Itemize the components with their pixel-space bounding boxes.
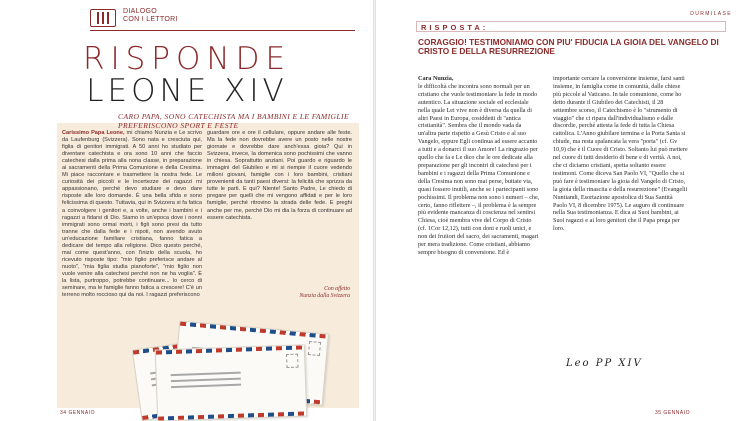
page-title-line-2: LEONE XIV [86, 73, 288, 109]
rubric-line-2: CON I LETTORI [123, 16, 178, 23]
pope-signature: Leo PP XIV [566, 358, 643, 369]
masthead: DURMILASE [690, 11, 732, 17]
signoff-line-1: Con affetto [324, 286, 350, 292]
left-page [0, 0, 374, 421]
page-number-right: 35 GENNAIO [654, 410, 690, 416]
letter-column-2 [207, 130, 352, 270]
letter-body-1: mi chiamo Nunzia e Le scrivo da Laufenburg (Svizzera). Sono nata e cresciuta qui, figlia di genitori immigrati. A 50 anni ho studiato per diventare catechista e ora sono 10 anni che faccio catechesi dalla prima alla nona classe, in preparazione ai sacramenti della Prima Comunione e della Cresima. Mi piace raccontare e trasmettere la nostra fede. Le curiosità dei piccoli e le incertezze dei ragazzi mi appassionano, perché devo studiare e devo dare risposte alle loro domande. È una bella sfida e sono felicissima di questo. Tuttavia, qui in Svizzera si fa fatica a coinvolgere i genitori e, a volte, anche i bambini e i ragazzi a fidarsi di Dio. Siamo in un'epoca dove i nonni immigrati sono ormai morti, i figli sono presi da tutto tranne che dalla fede e i nipoti, non avendo avuto un'educazione familiare cristiana, fanno fatica a dedicare del tempo alla religione. Dico questo perché, mai come quest'anno, con l'inizio della scuola, ho ricevuto risposte tipo: "mio figlio preferisce andare al nuoto", "mia figlia studia pianoforte", "mio figlio non vuole venire alla catechesi perché non ne ha voglia". È la lista, purtroppo, potrebbe continuare... lo cerco di seminare, ma le famiglie fanno fatica a crescere! C'è un terreno molto roccioso qui da noi. I ragazzi preferiscono [62, 130, 202, 299]
letter-subtitle: CARO PAPA, SONO CATECHISTA MA I BAMBINI E LE FAMIGLIE PREFERISCONO SPORT E FESTE [118, 112, 349, 130]
response-salutation: Cara Nunzia, [418, 75, 454, 82]
letter-greeting: Carissimo Papa Leone, [62, 130, 125, 136]
response-column-2 [553, 75, 688, 340]
section-label: RISPOSTA: [421, 23, 489, 32]
envelope-image [155, 344, 307, 421]
page-number-left: 34 GENNAIO [60, 410, 96, 416]
rubric-divider [90, 30, 355, 31]
response-headline: CORAGGIO! TESTIMONIAMO CON PIU' FIDUCIA LA GIOIA DEL VANGELO DI CRISTO E DELLA RESURREZIONE [418, 37, 719, 57]
section-label-box [416, 21, 726, 32]
response-body-2: importante cercare la conversione insieme, farsi santi insieme, in famiglia come in comunità, dalle chiese più piccole al Vaticano. In tale comunione, come ho detto durante il Giubileo dei Catechisti, il 28 settembre scorso, il Catechismo è lo "strumento di viaggio" che ci ripara dall'individualismo e dalle discordie, perché attesta la fede di tutta la Chiesa cattolica. L'Anno giubilare termina e la Porta Santa si chiude, ma resta spalancata la vera "porta" (cf. Gv 10,9) che è il Cuore di Cristo. Soltanto lui può mettere nel cuore di tutti desiderio di bene e di verità. A noi, che ci diciamo cristiani, spetta soltanto essere testimoni. Come diceva San Paolo VI, "Quello che si può fare è testimoniare la gioia del Vangelo di Cristo, la gioia della rinascita e della resurrezione" (Evangelii Nuntiandi, Esortazione apostolica di Sua Santità Paolo VI, 8 dicembre 1975). Le auguro di continuare nella Sua testimonianza. E dica ai Suoi bambini, ai Suoi ragazzi e ai loro genitori che il Papa prega per loro. [553, 75, 688, 233]
letter-body-2: guardare ore e ore il cellulare, oppure andare alle feste. Ma la fede non dovrebbe avere un posto nelle nostre giornate e dovrebbe dare anch'essa gioia? Qui in Svizzera, invece, la domenica sono pochissimi che vanno in chiesa. Soprattutto anziani. Poi guardo e riguardo le immagini del Giubileo e mi si riempie il cuore vedendo milioni giovani, famiglie con i loro bambini, cristiani provenienti da tanti paesi diversi: la felicità che sprizza da tutte le parti. E qui? Niente! Santo Padre, Le chiedo di pregare per quelli che mi vengono affidati e per le loro famiglie, perché ritrovino la strada delle fede. E preghi anche per me, perché Dio mi dia la forza di continuare ad essere catechista. [207, 130, 352, 221]
rubric-logo-icon [90, 9, 116, 27]
rubric-line-1: DIALOGO [123, 8, 157, 15]
response-column-1 [418, 75, 540, 395]
signoff-line-2: Nunzia dalla Svizzera [299, 293, 350, 299]
page-title-line-1: RISPONDE [82, 41, 292, 77]
letter-signoff [250, 286, 350, 300]
envelopes-illustration [116, 313, 356, 413]
right-page [376, 0, 750, 421]
rubric-label [123, 8, 178, 24]
response-body-1: le difficoltà che incontra sono normali per un cristiano che vuole testimoniare la fede in modo autentico. La situazione sociale ed ecclesiale nella quale Lei vive non è diversa da quella di altri Paesi in Europa, cosiddetti di "antica cristianità". Sembra che il mondo vada da un'altra parte rispetto a Gesù Cristo e al suo Vangelo, eppure Egli continua ad essere accanto a tutti e a donarci il suo Amore! La ringrazio per quello che fa e Le dico che le ore dedicate alla preparazione per gli incontri di catechesi per i bambini e i ragazzi della Prima Comunione e della Cresima non sono mai perse, buttate via, quasi fossero inutili, anche se i partecipanti sono pochissimi. Il problema non sono i numeri – che, certo, fanno riflettere –, il problema è la sempre più evidente mancanza di coscienza nel sentirsi Chiesa, cioè membra vive del Corpo di Cristo (cf. 1Cor 12,12), tutti con doni e ruoli unici, e non dei fruitori del sacro, dei sacramenti, magari per mera tradizione. Come cristiani, abbiamo sempre bisogno di conversione. Ed è [418, 82, 540, 256]
